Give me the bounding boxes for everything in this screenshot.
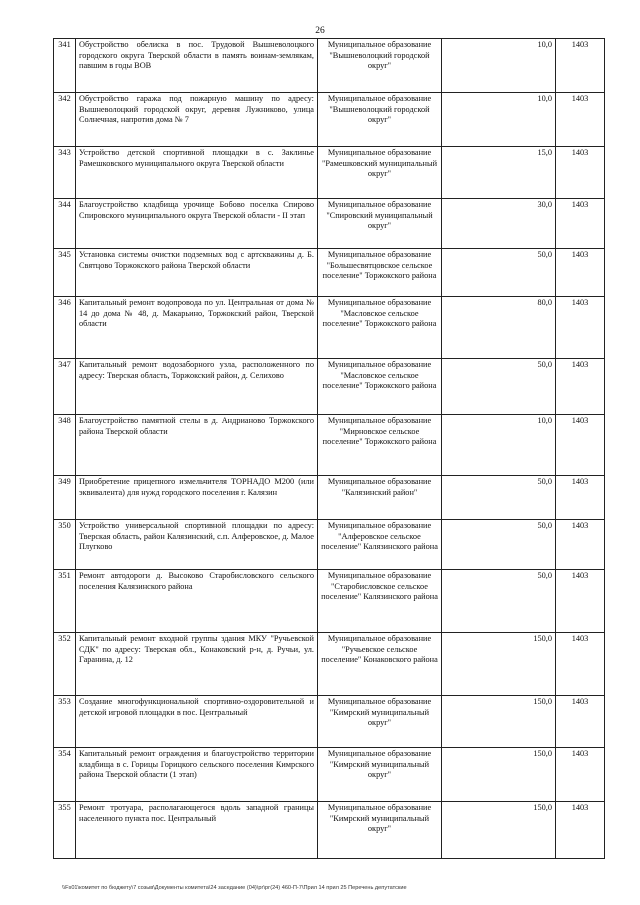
municipality-name: Муниципальное образование "Спировский муниципальный округ": [318, 199, 442, 249]
amount-value: 150,0: [442, 748, 556, 802]
amount-value: 50,0: [442, 476, 556, 520]
object-description: Приобретение прицепного измельчителя ТОРНАДО М200 (или эквивалента) для нужд городского поселения г. Калязин: [76, 476, 318, 520]
row-number: 343: [54, 147, 76, 199]
table-row: [54, 249, 605, 297]
object-description: Капитальный ремонт ограждения и благоустройство территории кладбища в с. Горицы Горицкого сельского поселения Кимрского района Тверской области (1 этап): [76, 748, 318, 802]
budget-code: 1403: [556, 147, 605, 199]
amount-value: 150,0: [442, 696, 556, 748]
municipality-name: Муниципальное образование "Вышневолоцкий городской округ": [318, 39, 442, 93]
row-number: 350: [54, 520, 76, 570]
row-number: 347: [54, 359, 76, 415]
object-description: Устройство универсальной спортивной площадки по адресу: Тверская область, район Калязинский, с.п. Алферовское, д. Малое Плугково: [76, 520, 318, 570]
municipality-name: Муниципальное образование "Алферовское сельское поселение" Калязинского района: [318, 520, 442, 570]
table-row: [54, 696, 605, 748]
amount-value: 15,0: [442, 147, 556, 199]
object-description: Капитальный ремонт водопровода по ул. Центральная от дома № 14 до дома № 48, д. Макарьино, Торжокский район, Тверской области: [76, 297, 318, 359]
object-description: Создание многофункциональной спортивно-оздоровительной и детской игровой площадки в пос. Центральный: [76, 696, 318, 748]
budget-code: 1403: [556, 570, 605, 633]
budget-code: 1403: [556, 696, 605, 748]
municipality-name: Муниципальное образование "Рамешковский муниципальный округ": [318, 147, 442, 199]
row-number: 353: [54, 696, 76, 748]
row-number: 342: [54, 93, 76, 147]
object-description: Благоустройство памятной стелы в д. Андрианово Торжокского района Тверской области: [76, 415, 318, 476]
municipality-name: Муниципальное образование "Масловское сельское поселение" Торжокского района: [318, 359, 442, 415]
municipality-name: Муниципальное образование "Масловское сельское поселение" Торжокского района: [318, 297, 442, 359]
budget-code: 1403: [556, 802, 605, 859]
amount-value: 50,0: [442, 570, 556, 633]
object-description: Благоустройство кладбища урочище Бобово поселка Спирово Спировского муниципального округа Тверской области - II этап: [76, 199, 318, 249]
row-number: 345: [54, 249, 76, 297]
budget-code: 1403: [556, 359, 605, 415]
row-number: 355: [54, 802, 76, 859]
amount-value: 80,0: [442, 297, 556, 359]
table-row: [54, 415, 605, 476]
object-description: Установка системы очистки подземных вод с артскважины д. Б. Святцово Торжокского района Тверской области: [76, 249, 318, 297]
table-row: [54, 633, 605, 696]
object-description: Обустройство обелиска в пос. Трудовой Вышневолоцкого городского округа Тверской области в память воинам-землякам, павшим в годы ВОВ: [76, 39, 318, 93]
page-number: 26: [315, 26, 325, 36]
municipality-name: Муниципальное образование "Кимрский муниципальный округ": [318, 748, 442, 802]
municipality-name: Муниципальное образование "Мирновское сельское поселение" Торжокского района: [318, 415, 442, 476]
budget-code: 1403: [556, 633, 605, 696]
amount-value: 10,0: [442, 93, 556, 147]
table-row: [54, 476, 605, 520]
amount-value: 10,0: [442, 39, 556, 93]
table-row: [54, 199, 605, 249]
table-row: [54, 570, 605, 633]
municipality-name: Муниципальное образование "Калязинский район": [318, 476, 442, 520]
table-row: [54, 297, 605, 359]
municipality-name: Муниципальное образование "Ручьевское сельское поселение" Конаковского района: [318, 633, 442, 696]
object-description: Капитальный ремонт водозаборного узла, расположенного по адресу: Тверская область, Торжокский район, д. Селихово: [76, 359, 318, 415]
table-row: [54, 39, 605, 93]
row-number: 341: [54, 39, 76, 93]
table-row: [54, 147, 605, 199]
object-description: Капитальный ремонт входной группы здания МКУ "Ручьевской СДК" по адресу: Тверская обл., Конаковский р-н, д. Ручьи, ул. Гаранина, д. 12: [76, 633, 318, 696]
object-description: Ремонт тротуара, располагающегося вдоль западной границы населенного пункта пос. Центральный: [76, 802, 318, 859]
row-number: 346: [54, 297, 76, 359]
object-description: Обустройство гаража под пожарную машину по адресу: Вышневолоцкий городской округ, деревня Лужниково, улица Солнечная, напротив дома № 7: [76, 93, 318, 147]
appropriations-table: [53, 38, 605, 859]
table-row: [54, 748, 605, 802]
row-number: 352: [54, 633, 76, 696]
object-description: Устройство детской спортивной площадки в с. Заклинье Рамешковского муниципального округа Тверской области: [76, 147, 318, 199]
row-number: 349: [54, 476, 76, 520]
amount-value: 50,0: [442, 249, 556, 297]
municipality-name: Муниципальное образование "Вышневолоцкий городской округ": [318, 93, 442, 147]
budget-code: 1403: [556, 297, 605, 359]
municipality-name: Муниципальное образование "Кимрский муниципальный округ": [318, 802, 442, 859]
municipality-name: Муниципальное образование "Старобисловское сельское поселение" Калязинского района: [318, 570, 442, 633]
budget-code: 1403: [556, 249, 605, 297]
amount-value: 150,0: [442, 802, 556, 859]
table-row: [54, 359, 605, 415]
budget-code: 1403: [556, 476, 605, 520]
table-row: [54, 93, 605, 147]
table-row: [54, 802, 605, 859]
amount-value: 150,0: [442, 633, 556, 696]
budget-code: 1403: [556, 39, 605, 93]
municipality-name: Муниципальное образование "Кимрский муниципальный округ": [318, 696, 442, 748]
amount-value: 50,0: [442, 359, 556, 415]
budget-code: 1403: [556, 520, 605, 570]
row-number: 348: [54, 415, 76, 476]
row-number: 354: [54, 748, 76, 802]
budget-code: 1403: [556, 199, 605, 249]
table-row: [54, 520, 605, 570]
budget-code: 1403: [556, 748, 605, 802]
row-number: 344: [54, 199, 76, 249]
object-description: Ремонт автодороги д. Высоково Старобисловского сельского поселения Калязинского района: [76, 570, 318, 633]
amount-value: 50,0: [442, 520, 556, 570]
budget-code: 1403: [556, 415, 605, 476]
row-number: 351: [54, 570, 76, 633]
amount-value: 30,0: [442, 199, 556, 249]
municipality-name: Муниципальное образование "Большесвятцовское сельское поселение" Торжокского района: [318, 249, 442, 297]
file-path-footer: \\Fs01\комитет по бюджету\7 созыв\Документы комитета\24 заседание (04)\рг\рг(24) 460-П-7\Прил 14 прил 25 Перечень депутатские: [62, 885, 407, 891]
budget-code: 1403: [556, 93, 605, 147]
amount-value: 10,0: [442, 415, 556, 476]
